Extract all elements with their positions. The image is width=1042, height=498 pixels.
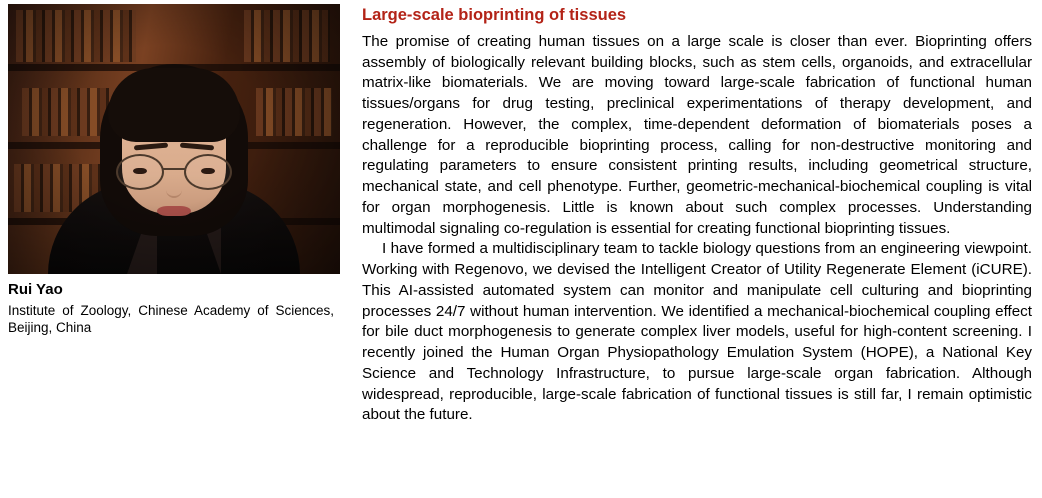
portrait-caption-affiliation: Institute of Zoology, Chinese Academy of Sciences, Beijing, China (8, 303, 334, 335)
article-body (362, 32, 1032, 426)
portrait-column (0, 0, 348, 498)
photo-vignette (8, 4, 340, 274)
article-paragraph-1: The promise of creating human tissues on a large scale is closer than ever. Bioprinting offers assembly of biologically relevant building blocks, such as stem cells, organoids, and extracellular matrix-like biomaterials. We are moving toward large-scale fabrication of functional human tissues/organs for drug testing, preclinical experimentations of therapy development, and regeneration. However, the complex, time-dependent deformation of biomaterials poses a challenge for a reproducible bioprinting process, calling for non-destructive monitoring and regulating parameters to ensure consistent printing results, including geometrical structure, mechanical state, and cell phenotype. Further, geometric-mechanical-biochemical coupling is vital for organ morphogenesis. Little is known about such complex processes. Understanding multimodal signaling co-regulation is essential for creating functional bioprinting tissues. (362, 32, 1032, 237)
article-paragraph-2: I have formed a multidisciplinary team to tackle biology questions from an engineering viewpoint. Working with Regenovo, we devised the Intelligent Creator of Utility Regenerate Element (iCURE). This AI-assisted automated system can monitor and manipulate cell culturing and bioprinting processes 24/7 without human intervention. We identified a mechanical-biochemical coupling effect for bile duct morphogenesis to generate complex liver models, useful for high-content screening. I recently joined the Human Organ Physiopathology Emulation System (HOPE), a National Key Science and Technology Infrastructure, to pursue large-scale organ fabrication. Although widespread, reproducible, large-scale fabrication of functional tissues is still far, I remain optimistic about the future. (362, 240, 1032, 424)
portrait-photograph (8, 4, 340, 274)
portrait-caption-name: Rui Yao (8, 281, 63, 298)
article-title: Large-scale bioprinting of tissues (362, 6, 627, 24)
article-column (348, 0, 1042, 498)
